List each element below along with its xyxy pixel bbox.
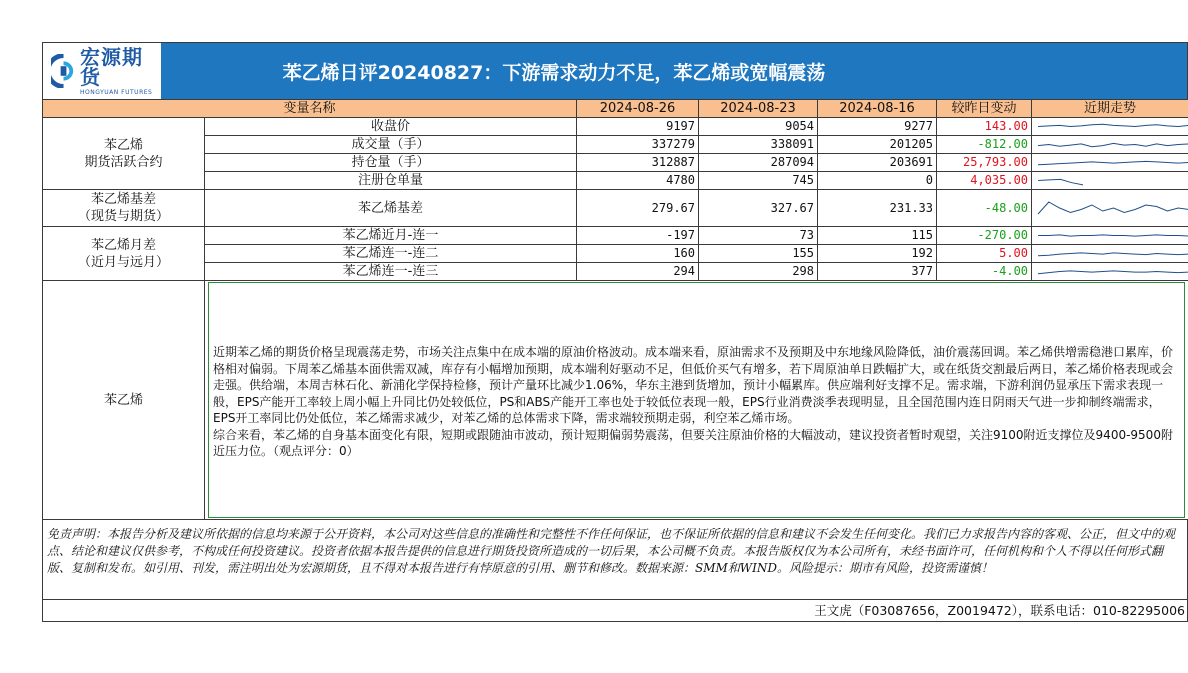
group-label-text: 苯乙烯基差 （现货与期货）	[77, 192, 169, 224]
row-name: 苯乙烯连一-连三	[205, 263, 577, 281]
table-row	[43, 190, 1188, 227]
cell-change: -812.00	[937, 136, 1032, 154]
cell-value: 203691	[818, 154, 937, 172]
cell-change: 4,035.00	[937, 172, 1032, 190]
sparkline	[1035, 245, 1188, 262]
cell-value: 4780	[577, 172, 699, 190]
cell-value: 201205	[818, 136, 937, 154]
commentary-paragraph: 综合来看，苯乙烯的自身基本面变化有限，短期或跟随油市波动，预计短期偏弱势震荡，但要关注原油价格的大幅波动，建议投资者暂时观望，关注9100附近支撑位及9400-9500附近压力位。（观点评分：0）	[213, 427, 1173, 459]
row-name: 苯乙烯连一-连二	[205, 245, 577, 263]
row-name: 注册仓单量	[205, 172, 577, 190]
cell-value: 160	[577, 245, 699, 263]
sparkline-cell	[1032, 154, 1188, 172]
cell-value: 312887	[577, 154, 699, 172]
col-header-date3: 2024-08-16	[818, 100, 937, 118]
cell-value: -197	[577, 227, 699, 245]
sparkline	[1035, 118, 1188, 135]
report-title: 苯乙烯日评20240827：下游需求动力不足，苯乙烯或宽幅震荡	[282, 61, 826, 84]
data-table	[42, 99, 1188, 520]
table-row	[43, 154, 1188, 172]
sparkline-cell	[1032, 190, 1188, 227]
table-row	[43, 118, 1188, 136]
row-name: 收盘价	[205, 118, 577, 136]
sparkline-path	[1038, 143, 1188, 146]
table-row	[43, 172, 1188, 190]
cell-change: -4.00	[937, 263, 1032, 281]
col-header-date1: 2024-08-26	[577, 100, 699, 118]
cell-value: 294	[577, 263, 699, 281]
table-row	[43, 263, 1188, 281]
comment-label: 苯乙烯	[43, 281, 205, 520]
group-label-basis	[43, 190, 205, 227]
cell-value: 279.67	[577, 190, 699, 227]
sparkline-path	[1038, 124, 1188, 126]
col-header-trend: 近期走势	[1032, 100, 1188, 118]
sparkline-path	[1038, 253, 1188, 256]
group-label-text: 苯乙烯 期货活跃合约	[84, 137, 163, 170]
row-name: 苯乙烯基差	[205, 190, 577, 227]
cell-value: 287094	[699, 154, 818, 172]
sparkline-path	[1038, 179, 1083, 185]
sparkline-cell	[1032, 118, 1188, 136]
commentary-text	[208, 282, 1185, 518]
disclaimer: 免责声明：本报告分析及建议所依据的信息均来源于公开资料，本公司对这些信息的准确性和完整性不作任何保证，也不保证所依据的信息和建议不会发生任何变化。我们已力求报告内容的客观、公正，但文中的观点、结论和建议仅供参考，不构成任何投资建议。投资者依据本报告提供的信息进行期货投资所造成的一切后果，本公司概不负责。本报告版权仅为本公司所有，未经书面许可，任何机构和个人不得以任何形式翻版、复制和发布。如引用、刊发，需注明出处为宏源期货，且不得对本报告进行有悖原意的引用、删节和修改。数据来源：SMM和WIND。风险提示：期市有风险，投资需谨慎！	[42, 520, 1188, 600]
table-header-row	[43, 100, 1188, 118]
cell-value: 192	[818, 245, 937, 263]
report-header	[42, 42, 1188, 99]
company-logo	[43, 43, 161, 99]
row-name: 苯乙烯近月-连一	[205, 227, 577, 245]
cell-value: 231.33	[818, 190, 937, 227]
cell-value: 337279	[577, 136, 699, 154]
sparkline	[1035, 172, 1188, 189]
sparkline-path	[1038, 161, 1188, 164]
cell-value: 9197	[577, 118, 699, 136]
sparkline	[1035, 154, 1188, 171]
sparkline-path	[1038, 271, 1188, 274]
table-row	[43, 245, 1188, 263]
cell-change: -270.00	[937, 227, 1032, 245]
cell-value: 0	[818, 172, 937, 190]
col-header-date2: 2024-08-23	[699, 100, 818, 118]
table-row	[43, 136, 1188, 154]
cell-value: 338091	[699, 136, 818, 154]
sparkline-cell	[1032, 172, 1188, 190]
report-page	[42, 42, 1188, 622]
cell-value: 115	[818, 227, 937, 245]
cell-change: -48.00	[937, 190, 1032, 227]
sparkline-cell	[1032, 263, 1188, 281]
cell-value: 73	[699, 227, 818, 245]
group-label-futures	[43, 118, 205, 190]
cell-value: 298	[699, 263, 818, 281]
sparkline-cell	[1032, 245, 1188, 263]
sparkline-cell	[1032, 227, 1188, 245]
cell-value: 155	[699, 245, 818, 263]
logo-text-en: HONGYUAN FUTURES	[80, 88, 153, 96]
group-label-text: 苯乙烯月差 （近月与远月）	[77, 237, 169, 270]
sparkline-cell	[1032, 136, 1188, 154]
comment-cell	[205, 281, 1188, 520]
cell-value: 9054	[699, 118, 818, 136]
cell-change: 143.00	[937, 118, 1032, 136]
cell-value: 327.67	[699, 190, 818, 227]
cell-value: 377	[818, 263, 937, 281]
sparkline	[1035, 190, 1188, 226]
table-row	[43, 227, 1188, 245]
col-header-change: 较昨日变动	[937, 100, 1032, 118]
row-name: 成交量（手）	[205, 136, 577, 154]
sparkline	[1035, 136, 1188, 153]
sparkline	[1035, 263, 1188, 280]
cell-change: 5.00	[937, 245, 1032, 263]
footer-contact: 王文虎（F03087656，Z0019472），联系电话：010-82295006	[42, 600, 1188, 622]
col-header-variable: 变量名称	[43, 100, 577, 118]
sparkline-path	[1038, 202, 1188, 214]
comment-row	[43, 281, 1188, 520]
commentary-paragraph: 近期苯乙烯的期货价格呈现震荡走势，市场关注点集中在成本端的原油价格波动。成本端来看，原油需求不及预期及中东地缘风险降低，油价震荡回调。苯乙烯供增需稳港口累库，价格相对偏弱。下周苯乙烯基本面供需双减，库存有小幅增加预期，成本端利好驱动不足，但低价买气有增多，若下周原油单日跌幅扩大，或在纸货交割最后两日，苯乙烯价格表现或会走强。供给端，本周吉林石化、新浦化学保持检修，预计产量环比减少1.06%，华东主港到货增加，预计小幅累库。供应端利好支撑不足。需求端，下游利润仍显承压下需求表现一般，EPS产能开工率较上周小幅上升同比仍处较低位，PS和ABS产能开工率也处于较低位表现一般，EPS行业消费淡季表现明显，且全国范围内连日阴雨天气进一步抑制终端需求，EPS开工率同比仍处低位，苯乙烯需求减少，对苯乙烯的总体需求下降，需求端较预期走弱，利空苯乙烯市场。	[213, 345, 1174, 426]
cell-change: 25,793.00	[937, 154, 1032, 172]
cell-value: 9277	[818, 118, 937, 136]
logo-text-cn: 宏源期货	[80, 44, 144, 89]
row-name: 持仓量（手）	[205, 154, 577, 172]
sparkline	[1035, 227, 1188, 244]
logo-icon	[51, 54, 76, 88]
sparkline-path	[1038, 235, 1188, 236]
cell-value: 745	[699, 172, 818, 190]
group-label-spread	[43, 227, 205, 281]
